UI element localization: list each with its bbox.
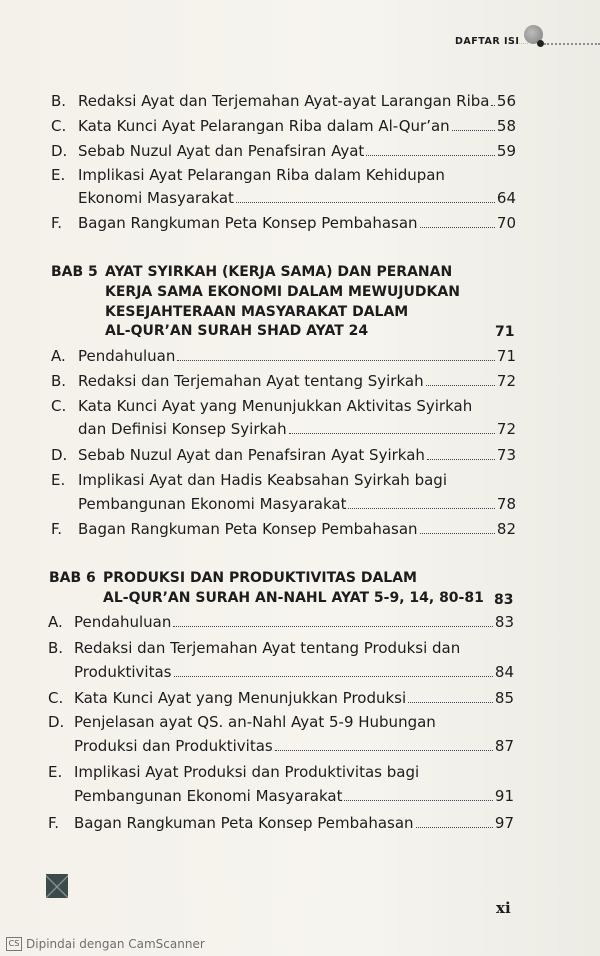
toc-title: Bagan Rangkuman Peta Konsep Pembahasan [78,214,418,232]
toc-title: Penjelasan ayat QS. an-Nahl Ayat 5-9 Hubungan [74,713,436,731]
chapter-title-line: KESEJAHTERAAN MASYARAKAT DALAM [105,304,409,320]
toc-page: 84 [494,663,514,681]
toc-line [78,471,447,489]
leader-dots [426,385,495,386]
toc-title-cont: Produktivitas [74,663,172,681]
toc-letter: D. [48,713,65,731]
leader-dots [289,433,495,434]
leader-dots [174,676,493,677]
toc-line [74,639,460,657]
toc-letter: A. [51,347,66,365]
toc-line [74,713,436,731]
toc-title: Implikasi Ayat Pelarangan Riba dalam Kehidupan [78,166,445,184]
toc-page: 70 [496,214,516,232]
toc-line [78,347,516,365]
camscanner-logo-icon: CS [6,937,22,951]
toc-title: Redaksi Ayat dan Terjemahan Ayat-ayat Larangan Riba [78,92,490,110]
toc-line [74,763,419,781]
toc-title: Bagan Rangkuman Peta Konsep Pembahasan [78,520,418,538]
leader-dots [491,105,494,106]
toc-title: Kata Kunci Ayat yang Menunjukkan Produksi [74,689,407,707]
chapter-label: BAB 5 [51,264,98,280]
toc-letter: B. [51,92,67,110]
toc-letter: C. [48,689,64,707]
running-header: DAFTAR ISI [455,36,520,47]
toc-letter: E. [48,763,63,781]
leader-dots [408,702,493,703]
toc-letter: C. [51,117,67,135]
toc-letter: A. [48,613,63,631]
toc-page: 73 [496,446,516,464]
toc-title-cont: dan Definisi Konsep Syirkah [78,420,287,438]
chapter-page: 71 [495,324,515,340]
toc-line [78,397,472,415]
toc-line [78,214,516,232]
leader-dots [420,533,495,534]
corner-ornament-icon [46,874,68,898]
toc-page: 58 [496,117,516,135]
toc-letter: D. [51,142,68,160]
leader-dots [452,130,495,131]
toc-line [74,814,514,832]
toc-page: 87 [494,737,514,755]
chapter-label: BAB 6 [49,570,96,586]
leader-dots [275,750,493,751]
toc-page: 83 [494,613,514,631]
toc-line [78,166,445,184]
toc-letter: F. [51,214,62,232]
toc-letter: F. [51,520,62,538]
toc-title: Implikasi Ayat dan Hadis Keabsahan Syirkah bagi [78,471,447,489]
leader-dots [427,459,495,460]
toc-line [78,420,516,438]
toc-title-cont: Produksi dan Produktivitas [74,737,273,755]
toc-title: Sebab Nuzul Ayat dan Penafsiran Ayat [78,142,365,160]
toc-page: 71 [496,347,516,365]
toc-page: 97 [494,814,514,832]
toc-page: 91 [494,787,514,805]
leader-dots [416,827,493,828]
toc-title-cont: Pembangunan Ekonomi Masyarakat [78,495,347,513]
toc-line [78,520,516,538]
toc-letter: F. [48,814,59,832]
header-dotted-rule [544,43,600,46]
leader-dots [177,360,495,361]
leader-dots [344,800,492,801]
toc-letter: D. [51,446,68,464]
header-dot-ornament [537,40,544,47]
toc-line [78,372,516,390]
toc-title: Kata Kunci Ayat Pelarangan Riba dalam Al-Qur’an [78,117,450,135]
toc-title: Implikasi Ayat Produksi dan Produktivitas bagi [74,763,420,781]
toc-line [74,613,514,631]
toc-page: 85 [494,689,514,707]
scanner-watermark [6,937,205,951]
toc-line [74,663,514,681]
toc-letter: E. [51,166,66,184]
toc-page: 72 [496,372,516,390]
toc-line [78,117,516,135]
page-number: xi [496,899,511,917]
toc-letter: B. [48,639,64,657]
toc-line [74,737,514,755]
chapter-title-line: PRODUKSI DAN PRODUKTIVITAS DALAM [103,570,417,586]
toc-title: Pendahuluan [78,347,176,365]
chapter-title-line: KERJA SAMA EKONOMI DALAM MEWUJUDKAN [105,284,460,300]
chapter-title-line: AYAT SYIRKAH (KERJA SAMA) DAN PERANAN [105,264,453,280]
toc-page: 82 [496,520,516,538]
leader-dots [366,155,495,156]
toc-page: 78 [496,495,516,513]
toc-title-cont: Ekonomi Masyarakat [78,189,234,207]
toc-line [78,446,516,464]
toc-page: 56 [496,92,516,110]
toc-letter: C. [51,397,67,415]
chapter-title-line: AL-QUR’AN SURAH AN-NAHL AYAT 5-9, 14, 80-81 [103,590,484,606]
toc-line [78,92,516,110]
chapter-page: 83 [494,592,514,608]
toc-title-cont: Pembangunan Ekonomi Masyarakat [74,787,343,805]
toc-page: 72 [496,420,516,438]
leader-dots [420,227,495,228]
toc-title: Sebab Nuzul Ayat dan Penafsiran Ayat Syirkah [78,446,425,464]
toc-letter: B. [51,372,67,390]
toc-line [78,189,516,207]
leader-dots [173,626,493,627]
leader-dots [236,202,495,203]
toc-line [78,142,516,160]
toc-line [74,689,514,707]
toc-title: Pendahuluan [74,613,172,631]
toc-line [74,787,514,805]
scanner-watermark-text: Dipindai dengan CamScanner [26,937,205,951]
toc-line [78,495,516,513]
toc-title: Kata Kunci Ayat yang Menunjukkan Aktivitas Syirkah [78,397,473,415]
toc-title: Redaksi dan Terjemahan Ayat tentang Syirkah [78,372,424,390]
chapter-title-line: AL-QUR’AN SURAH SHAD AYAT 24 [105,323,369,339]
leader-dots [348,508,494,509]
toc-page: 59 [496,142,516,160]
toc-letter: E. [51,471,66,489]
toc-page: 64 [496,189,516,207]
toc-title: Redaksi dan Terjemahan Ayat tentang Produksi dan [74,639,461,657]
toc-title: Bagan Rangkuman Peta Konsep Pembahasan [74,814,414,832]
